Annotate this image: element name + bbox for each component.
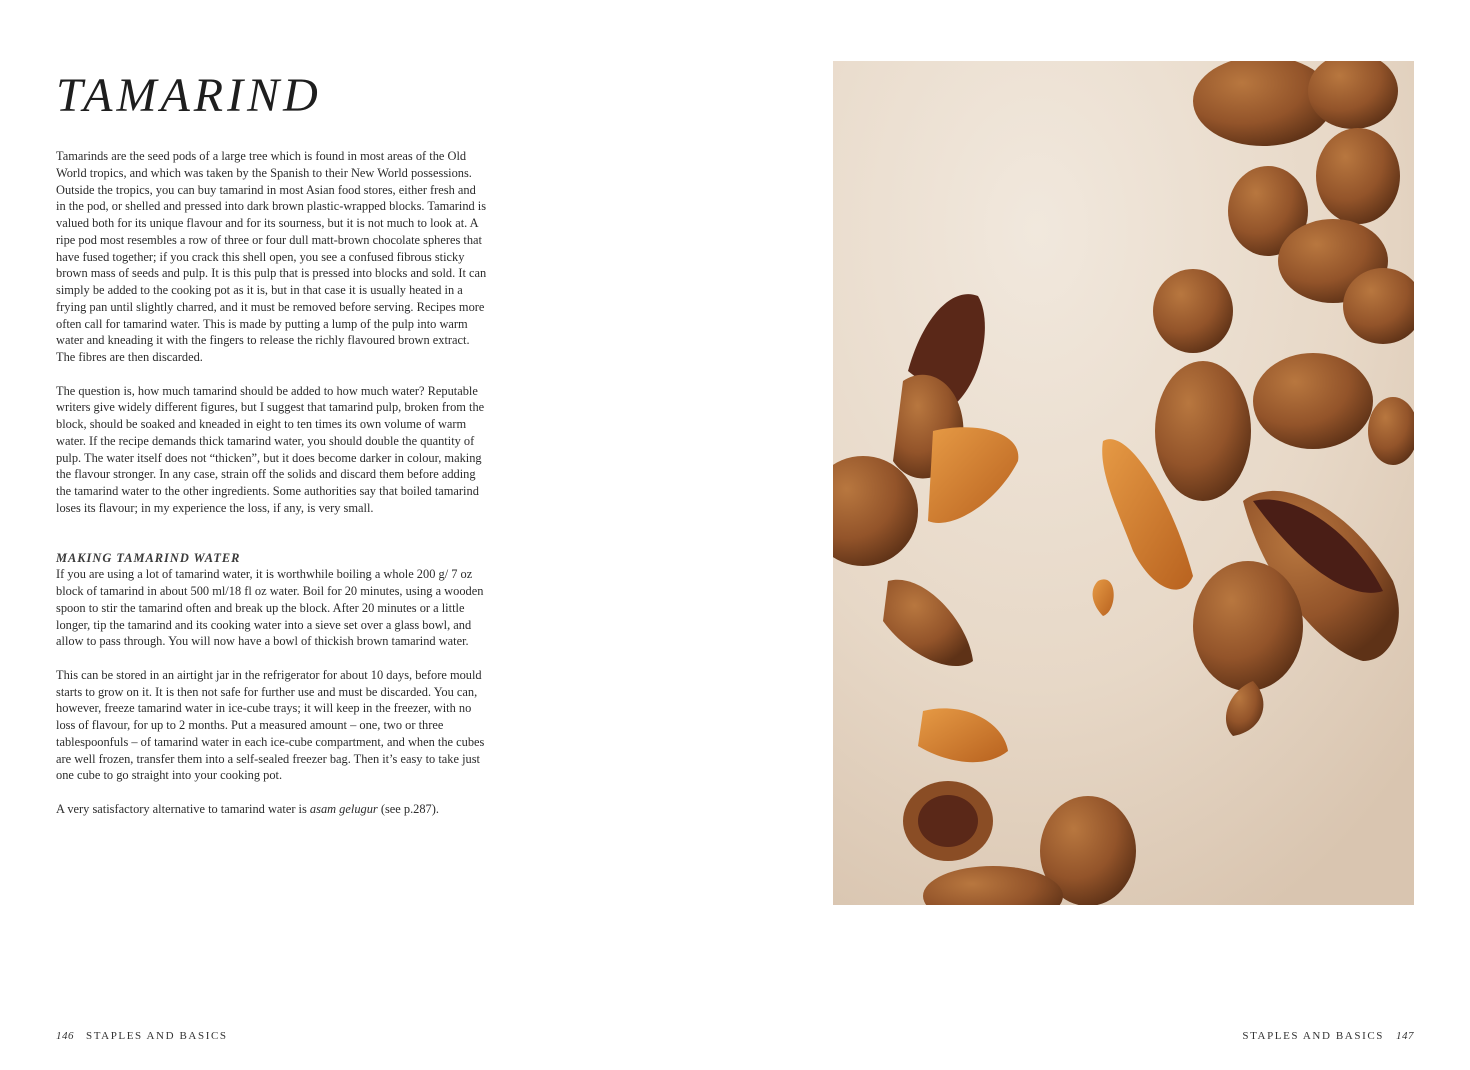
body-paragraph bbox=[56, 801, 488, 818]
photo-illustration bbox=[833, 61, 1414, 905]
page-number: 147 bbox=[1396, 1030, 1414, 1042]
running-head: STAPLES AND BASICS bbox=[1242, 1030, 1384, 1042]
page-title: TAMARIND bbox=[56, 69, 322, 122]
italic-term: asam gelugur bbox=[309, 801, 378, 816]
body-text-column bbox=[56, 148, 488, 834]
section-subheading: MAKING TAMARIND WATER bbox=[56, 550, 241, 565]
paragraph-text: A very satisfactory alternative to tamarind water is bbox=[56, 801, 310, 816]
tamarind-pods-photo bbox=[833, 61, 1414, 905]
body-paragraph: If you are using a lot of tamarind water, it is worthwhile boiling a whole 200 g/ 7 oz block of tamarind in about 500 ml/18 fl oz water. Boil for 20 minutes, using a wooden spoon to stir the tamarind often and break up the block. After 20 minutes or a little longer, tip the tamarind and its cooking water into a sieve set over a glass bowl, and allow to pass through. You will now have a bowl of thickish brown tamarind water. bbox=[56, 567, 484, 649]
body-paragraph: The question is, how much tamarind should be added to how much water? Reputable writers give widely different figures, but I suggest that tamarind pulp, broken from the block, should be soaked and kneaded in eight to ten times its own volume of warm water. If the recipe demands thick tamarind water, you should double the quantity of pulp. The water itself does not “thicken”, but it does become darker in colour, making the flavour stronger. In any case, strain off the solids and discard them before adding the tamarind water to the other ingredients. Some authorities say that boiled tamarind loses its flavour; in my experience the loss, if any, is very small. bbox=[56, 383, 485, 515]
body-paragraph: This can be stored in an airtight jar in the refrigerator for about 10 days, before mould starts to grow on it. It is then not safe for further use and must be discarded. You can, however, freeze tamarind water in ice-cube trays; it will keep in the freezer, with no loss of flavour, for up to 2 months. Put a measured amount – one, two or three tablespoonfuls – of tamarind water in each ice-cube compartment, and when the cubes are well frozen, transfer them into a self-sealed freezer bag. Then it’s easy to take just one cube to go straight into your cooking pot. bbox=[56, 667, 485, 783]
paragraph-text: (see p.287). bbox=[377, 801, 439, 816]
page-number: 146 bbox=[56, 1030, 74, 1042]
body-paragraph: Tamarinds are the seed pods of a large tree which is found in most areas of the Old World tropics, and which was taken by the Spanish to their New World possessions. Outside the tropics, you can buy tamarind in most Asian food stores, either fresh and in the pod, or shelled and pressed into dark brown plastic-wrapped blocks. Tamarind is valued both for its unique flavour and for its sourness, but it is not much to look at. A ripe pod most resembles a row of three or four dull matt-brown chocolate spheres that have fused together; if you crack this shell open, you see a confused fibrous sticky brown mass of seeds and pulp. It is this pulp that is pressed into blocks and sold. It can simply be added to the cooking pot as it is, but in that case it is usually heated in a frying pan until slightly charred, and it must be removed before serving. Recipes more often call for tamarind water. This is made by putting a lump of the pulp into warm water and kneading it with the fingers to release the richly flavoured brown extract. The fibres are then discarded. bbox=[56, 149, 487, 364]
running-head: STAPLES AND BASICS bbox=[86, 1030, 228, 1042]
right-footer bbox=[1230, 1030, 1414, 1042]
left-footer bbox=[56, 1030, 240, 1042]
